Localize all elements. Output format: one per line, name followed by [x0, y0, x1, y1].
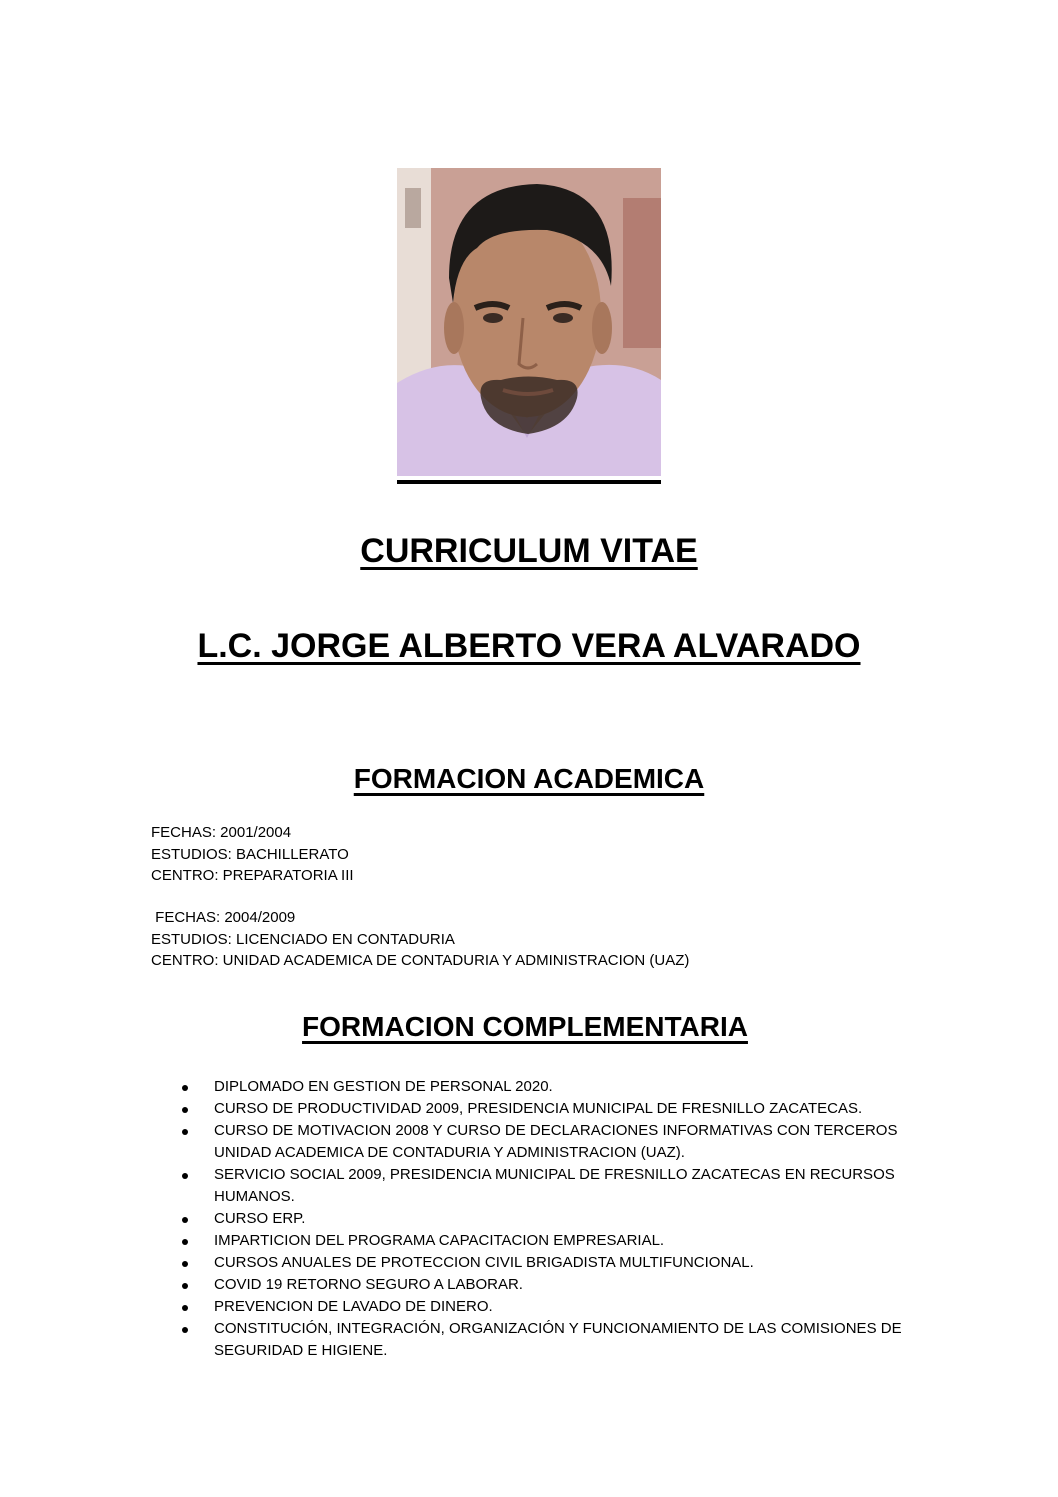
list-item-text: IMPARTICION DEL PROGRAMA CAPACITACION EMPRESARIAL. — [214, 1232, 665, 1249]
list-item-text: CURSO DE PRODUCTIVIDAD 2009, PRESIDENCIA MUNICIPAL DE FRESNILLO ZACATECAS. — [214, 1100, 863, 1117]
person-name: L.C. JORGE ALBERTO VERA ALVARADO — [197, 627, 861, 665]
page-title: CURRICULUM VITAE — [360, 532, 698, 570]
list-item — [180, 1208, 940, 1230]
list-item-text: CURSOS ANUALES DE PROTECCION CIVIL BRIGADISTA MULTIFUNCIONAL. — [214, 1254, 754, 1271]
list-item-text: CURSO ERP. — [214, 1210, 306, 1227]
entry-dates: FECHAS: 2001/2004 — [151, 824, 292, 841]
entry-studies: ESTUDIOS: LICENCIADO EN CONTADURIA — [151, 930, 455, 948]
list-item-text: PREVENCION DE LAVADO DE DINERO. — [214, 1298, 493, 1315]
list-item — [180, 1252, 940, 1274]
entry-center: CENTRO: UNIDAD ACADEMICA DE CONTADURIA Y ADMINISTRACION (UAZ) — [151, 952, 690, 969]
list-item — [180, 1318, 940, 1362]
list-item — [180, 1098, 940, 1120]
bullet-icon — [182, 1107, 188, 1113]
list-item-text: DIPLOMADO EN GESTION DE PERSONAL 2020. — [214, 1078, 553, 1095]
academic-entry — [151, 907, 689, 972]
bullet-icon — [182, 1239, 188, 1245]
list-item-text: CURSO DE MOTIVACION 2008 Y CURSO DE DECLARACIONES INFORMATIVAS CON TERCEROS UNIDAD ACADEMICA DE CONTADURIA Y ADMINISTRACION (UAZ). — [214, 1122, 898, 1161]
list-item — [180, 1274, 940, 1296]
list-item-text: SERVICIO SOCIAL 2009, PRESIDENCIA MUNICIPAL DE FRESNILLO ZACATECAS EN RECURSOS HUMANOS. — [214, 1166, 895, 1205]
list-item — [180, 1164, 940, 1208]
entry-studies: ESTUDIOS: BACHILLERATO — [151, 845, 349, 863]
list-item-text: COVID 19 RETORNO SEGURO A LABORAR. — [214, 1276, 523, 1293]
list-item — [180, 1076, 940, 1098]
profile-photo — [397, 168, 661, 476]
bullet-icon — [182, 1085, 188, 1091]
complementary-heading: FORMACION COMPLEMENTARIA — [302, 1011, 748, 1042]
photo-underline — [397, 480, 661, 484]
complementary-list — [180, 1076, 940, 1362]
bullet-icon — [182, 1305, 188, 1311]
list-item-text: CONSTITUCIÓN, INTEGRACIÓN, ORGANIZACIÓN Y FUNCIONAMIENTO DE LAS COMISIONES DE SEGURIDAD E HIGIENE. — [214, 1320, 902, 1359]
list-item — [180, 1120, 940, 1164]
bullet-icon — [182, 1283, 188, 1289]
bullet-icon — [182, 1327, 188, 1333]
bullet-icon — [182, 1129, 188, 1135]
bullet-icon — [182, 1261, 188, 1267]
list-item — [180, 1230, 940, 1252]
academic-entry — [151, 822, 354, 887]
entry-dates: FECHAS: 2004/2009 — [151, 909, 296, 926]
entry-center: CENTRO: PREPARATORIA III — [151, 867, 354, 884]
list-item — [180, 1296, 940, 1318]
bullet-icon — [182, 1217, 188, 1223]
academic-heading: FORMACION ACADEMICA — [353, 763, 705, 794]
bullet-icon — [182, 1173, 188, 1179]
